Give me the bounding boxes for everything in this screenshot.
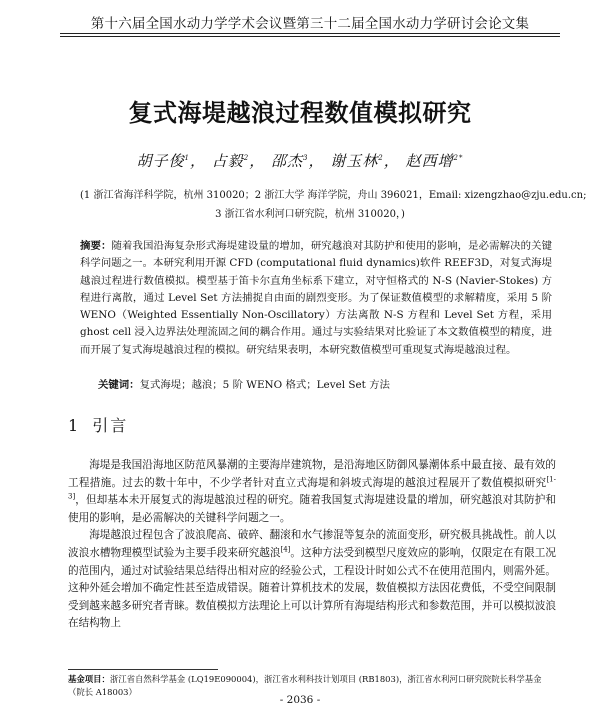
header-rule <box>60 33 560 34</box>
keywords <box>98 376 552 391</box>
paragraph: 海堤越浪过程包含了波浪爬高、破碎、翻滚和水气掺混等复杂的流面变形，研究极具挑战性。前人以波浪水槽物理模型试验为主要手段来研究越浪[4]。这种方法受到模型尺度效应的影响，仅限定在有限工况的范围内，通过对试验结果总结得出相对应的经验公式，工程设计时如公式不在使用范围内，则需外延。这种外延会增加不确定性甚至造成错误。随着计算机技术的发展，数值模拟方法因花费低，不受空间限制受到越来越多研究者青睐。数值模拟方法理论上可以计算所有海堤结构形式和参数范围，并可以模拟波浪在结构物上 <box>68 529 557 630</box>
running-header: 第十六届全国水动力学学术会议暨第三十二届全国水动力学研讨会论文集 <box>90 16 530 32</box>
section-title: 引言 <box>92 416 129 435</box>
keywords-text: 复式海堤；越浪；5 阶 WENO 格式；Level Set 方法 <box>139 379 390 391</box>
abstract <box>80 238 552 359</box>
section-heading <box>68 413 128 436</box>
page-number: - 2036 - <box>279 694 321 706</box>
footnote-rule <box>68 669 218 670</box>
citation: [1-3] <box>68 475 556 501</box>
paper-title: 复式海堤越浪过程数值模拟研究 <box>128 99 472 127</box>
section-number: 1 <box>68 416 81 435</box>
keywords-label: 关键词： <box>98 379 140 391</box>
body-text <box>68 457 556 633</box>
affiliation-line-1: (1 浙江省海洋科学院，杭州 310020；2 浙江大学 海洋学院，舟山 396021，Email: xizengzhao@zju.edu.cn; <box>80 190 587 201</box>
header-rule-thin <box>60 36 560 37</box>
affiliation-line-2: 3 浙江省水利河口研究院，杭州 310020，) <box>215 209 405 220</box>
author: 谢玉林$^2$ <box>330 152 384 170</box>
author: 胡子俊$^1$ <box>136 152 190 170</box>
author: 占毅$^2$ <box>211 152 250 170</box>
footnote-label: 基金项目： <box>68 674 110 684</box>
author: 邵杰$^3$ <box>271 152 309 170</box>
abstract-label: 摘要： <box>80 240 112 252</box>
abstract-text: 随着我国沿海复杂形式海堤建设量的增加，研究越浪对其防护和使用的影响，是必需解决的关键科学问题之一。本研究利用开源 CFD (computational fluid dynamics)软件 REEF3D，对复式海堤越浪过程进行数值模拟。模型基于笛卡尔直角坐标系下建立，对守恒格式的 N-S (Navier-Stokes) 方程进行离散，通过 Level Set 方法捕捉自由面的剧烈变形。为了保证数值模型的求解精度，采用 5 阶 WENO（Weighted Essentially Non-Oscillatory）方法离散 N-S 方程和 Level Set 方程，采用 ghost cell 浸入边界法处理流固之间的耦合作用。通过与实验结果对比验证了本文数值模型的精度，进而开展了复式海堤越浪过程的模拟。研究结果表明，本研究数值模型可重现复式海堤越浪过程。 <box>80 240 553 356</box>
author: 赵西增$^{2*}$ <box>405 152 464 170</box>
footnote-text: 浙江省自然科学基金 (LQ19E090004)，浙江省水利科技计划项目 (RB1803)，浙江省水利河口研究院院长科学基金（院长 A18003） <box>68 674 542 697</box>
citation: [4] <box>280 545 291 554</box>
paragraph: 海堤是我国沿海地区防范风暴潮的主要海岸建筑物，是沿海地区防御风暴潮体系中最直接、最有效的工程措施。过去的数十年中，不少学者针对直立式海堤和斜坡式海堤的越浪过程展开了数值模拟研究[1-3]，但却基本未开展复式的海堤越浪过程的研究。随着我国复式海堤建设量的增加，研究越浪对其防护和使用的影响，是必需解决的关键科学问题之一。 <box>68 459 556 524</box>
author-list: 胡子俊$^1$， 占毅$^2$， 邵杰$^3$， 谢玉林$^2$， 赵西增$^{2*}$ <box>136 152 464 170</box>
